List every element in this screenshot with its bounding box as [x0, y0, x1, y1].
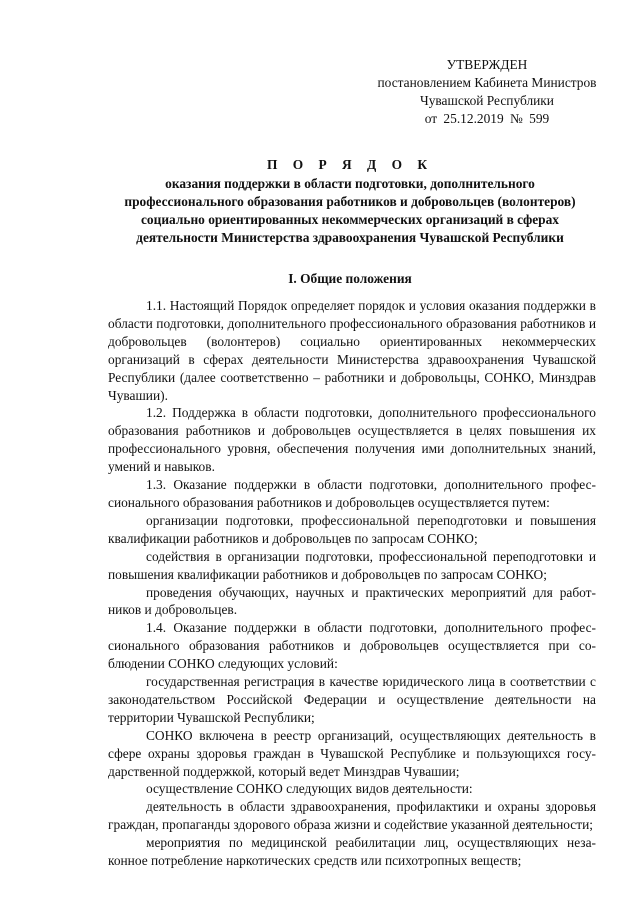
document-title [80, 156, 620, 247]
paragraph: мероприятия по медицинской реабилитации лиц, осуществляющих незаконное потребление наркотических средств или психотропных веществ; [108, 835, 596, 869]
paragraph: 1.3. Оказание поддержки в области подготовки, дополнительного профессионального образования работников и добровольцев осуществляется путем: [108, 477, 596, 510]
document-heading: П О Р Я Д О К [266, 157, 434, 172]
approval-issuer: постановлением Кабинета Министров [377, 75, 597, 90]
paragraph: содействия в организации подготовки, профессиональной переподготовки и повышения квалификации работников и добровольцев по запросам СОНКО; [108, 548, 596, 582]
paragraph: 1.2. Поддержка в области подготовки, дополнительного профессионального образования работников и добровольцев осуществляется в целях повышения их профессионального уровня, обеспечения получения ими дополнительных знаний, умений и навыков. [108, 405, 596, 475]
paragraph: СОНКО включена в реестр организаций, осуществляющих деятельность в сфере охраны здоровья граждан в Чувашской Республике и пользующихся государственной поддержкой, который ведет Минздрав Чувашии; [108, 727, 596, 779]
paragraph: государственная регистрация в качестве юридического лица в соответствии с законодательством Российской Федерации и осуществление деятельности на территории Чувашской Республики; [108, 674, 596, 725]
approval-date-number: от 25.12.2019 № 599 [424, 111, 550, 126]
paragraph: 1.1. Настоящий Порядок определяет порядок и условия оказания поддержки в области подготовки, дополнительного профессионального образования работников и добровольцев (волонтеров) социально ориентированных некоммерческих организаций в сферах деятельности Министерства здравоохранения Чувашской Республики (далее соответственно – работники и добровольцы, СОНКО, Минздрав Чувашии). [108, 298, 596, 403]
document-title-line: оказания поддержки в области подготовки, дополнительного [165, 176, 535, 191]
document-title-line: профессионального образования работников и добровольцев (волонтеров) [124, 194, 576, 209]
paragraph: проведения обучающих, научных и практических мероприятий для работников и добровольцев. [108, 584, 596, 618]
document-title-line: деятельности Министерства здравоохранения Чувашской Республики [136, 230, 564, 245]
document-title-line: социально ориентированных некоммерческих организаций в сферах [140, 212, 560, 227]
approval-stamp [362, 56, 612, 128]
document-body [108, 297, 596, 870]
paragraph: 1.4. Оказание поддержки в области подготовки, дополнительного профессионального образования работников и добровольцев осуществляется при соблюдении СОНКО следующих условий: [108, 620, 596, 672]
paragraph: организации подготовки, профессиональной переподготовки и повышения квалификации работников и добровольцев по запросам СОНКО; [108, 512, 596, 546]
approval-issuer-region: Чувашской Республики [420, 93, 554, 108]
paragraph: деятельность в области здравоохранения, профилактики и охраны здоровья граждан, пропаганды здорового образа жизни и содействие указанной деятельности; [108, 799, 596, 833]
section-heading: I. Общие положения [288, 271, 412, 286]
approval-heading: УТВЕРЖДЕН [446, 57, 528, 72]
paragraph: осуществление СОНКО следующих видов деятельности: [146, 781, 473, 797]
